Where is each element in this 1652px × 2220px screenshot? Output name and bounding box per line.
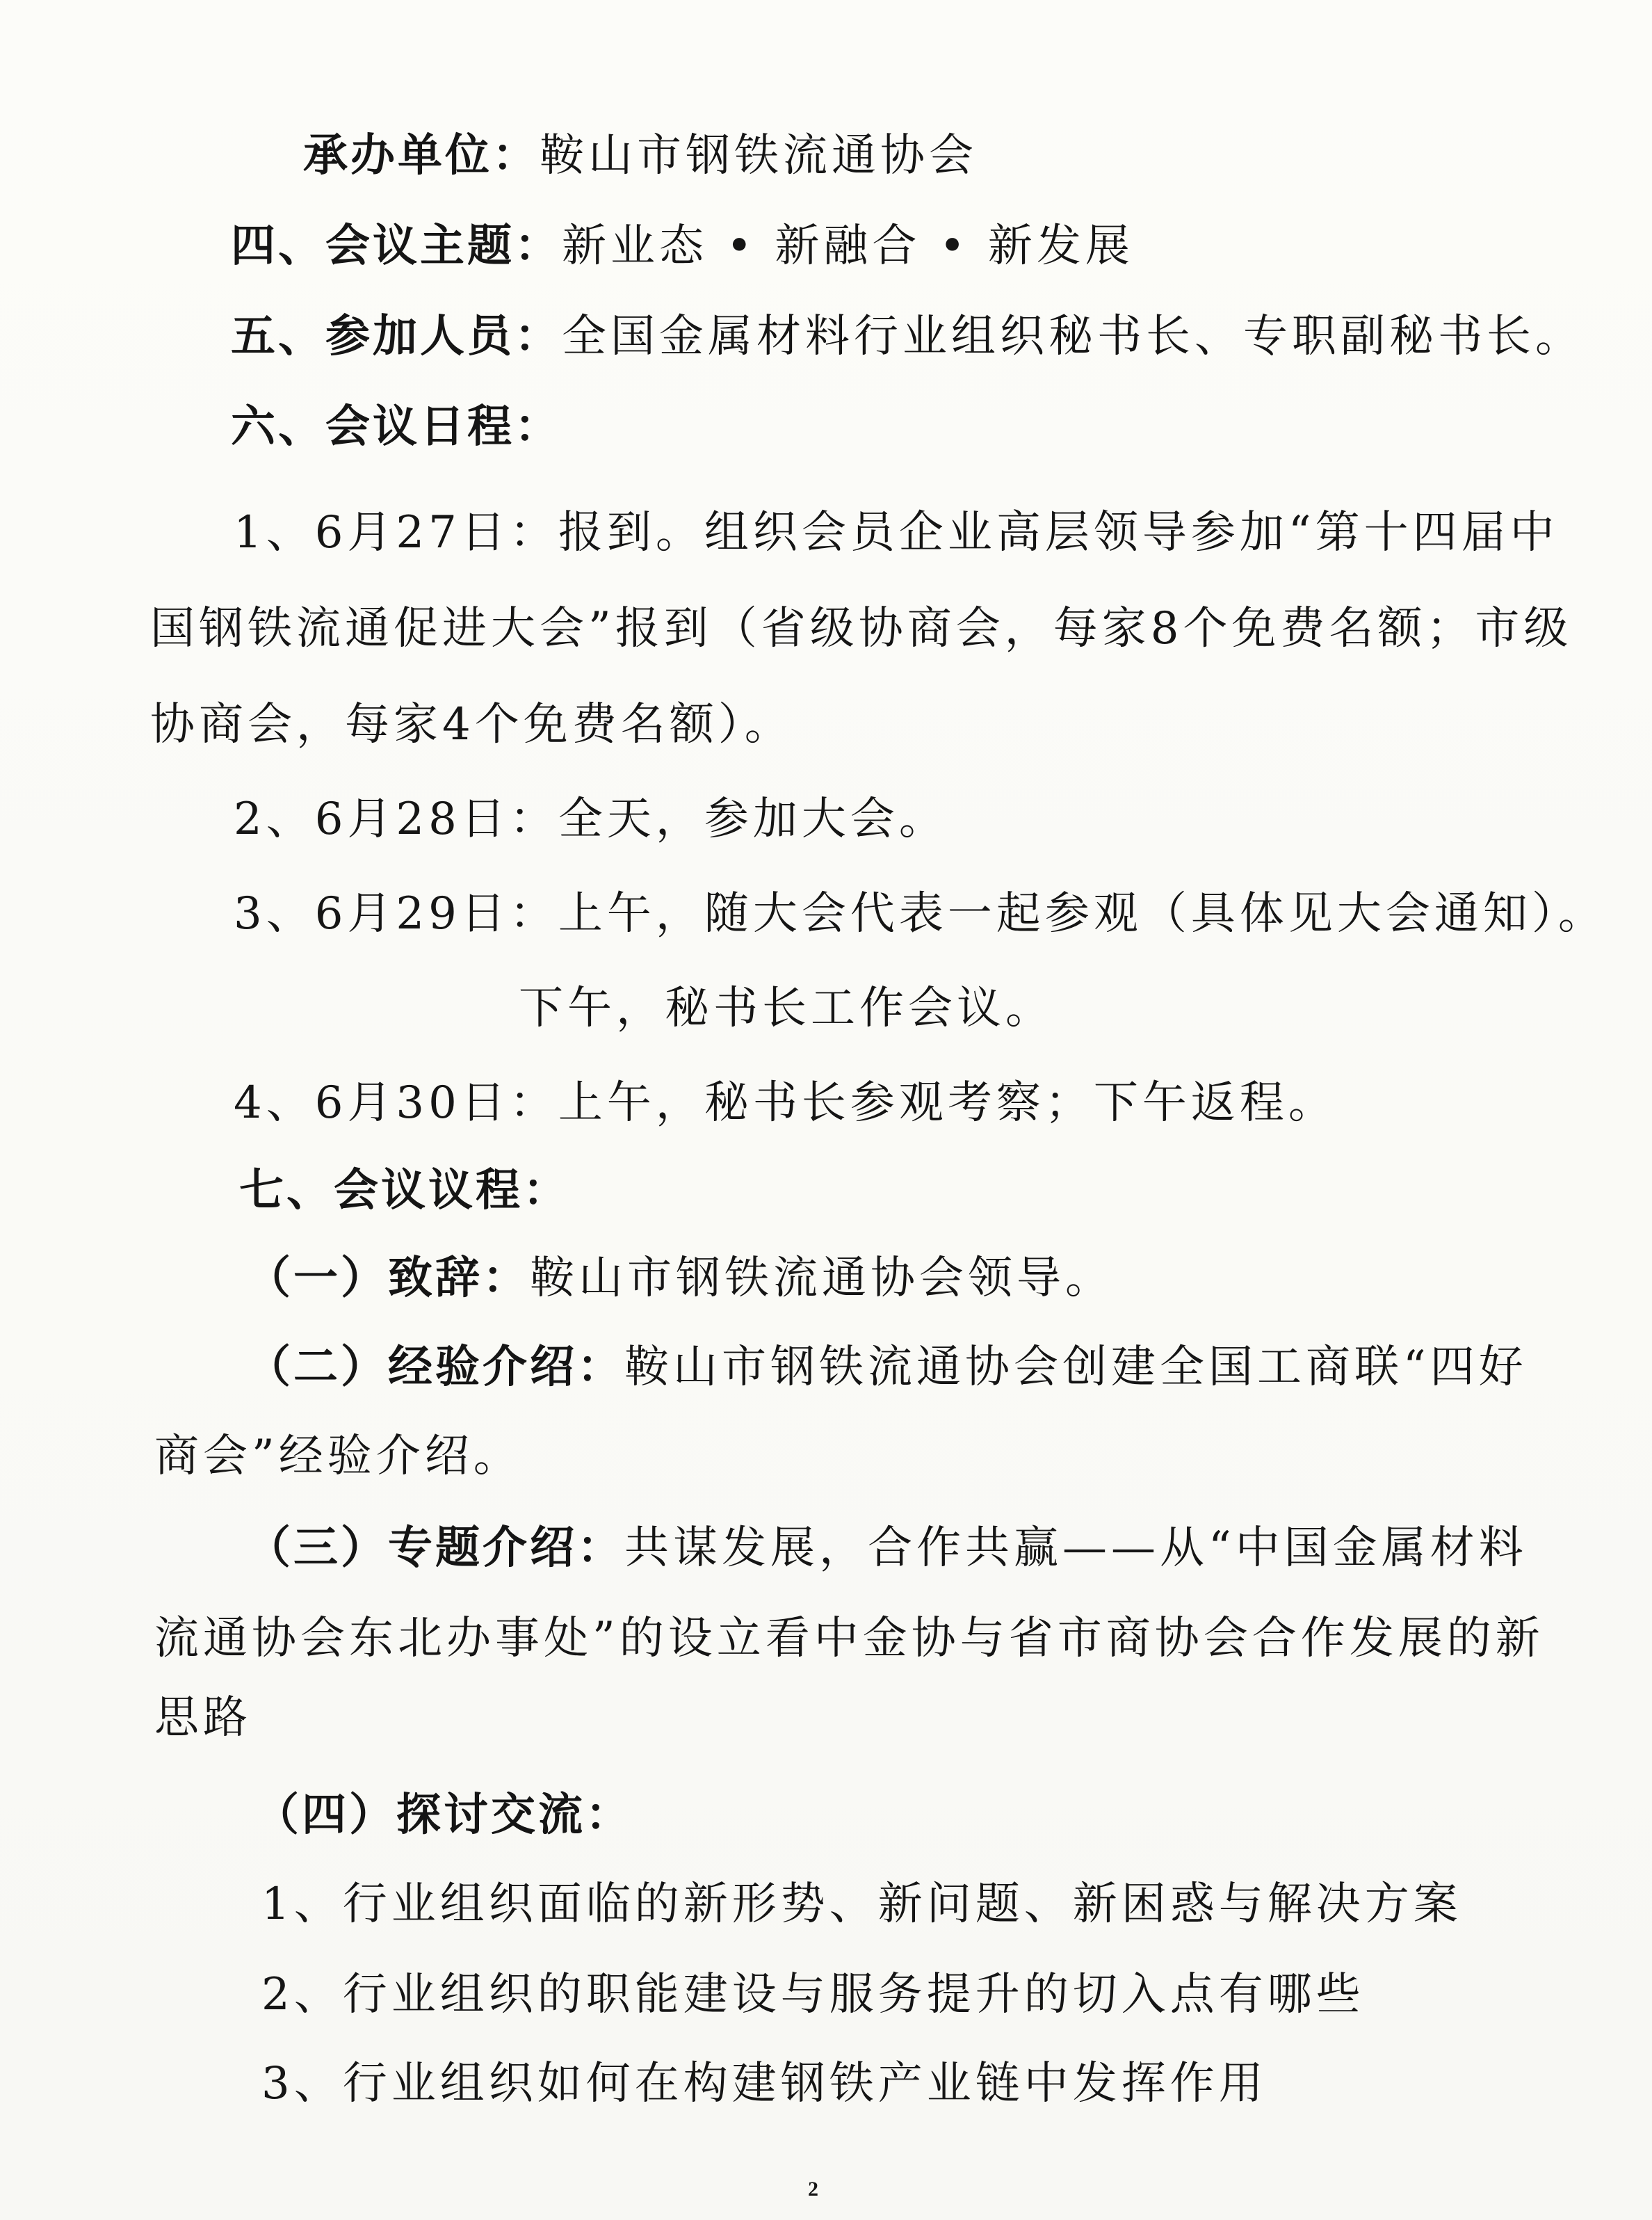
schedule-item-1-cont2: 协商会，每家4个免费名额）。	[150, 699, 793, 750]
organizer-label: 承办单位：	[303, 130, 540, 182]
agenda-item-2-text: 鞍山市钢铁流通协会创建全国工商联“四好	[624, 1342, 1528, 1393]
agenda-item-2-cont: 商会”经验介绍。	[154, 1431, 522, 1482]
theme-line	[231, 213, 1134, 280]
attendees-label: 五、参加人员：	[231, 311, 562, 362]
agenda-item-2-label: （二）经验介绍：	[246, 1342, 624, 1393]
agenda-item-3-text: 共谋发展，合作共赢——从“中国金属材料	[624, 1522, 1528, 1574]
discussion-topic-2: 2、行业组织的职能建设与服务提升的切入点有哪些	[261, 1969, 1365, 2020]
schedule-item-1-cont: 国钢铁流通促进大会”报到（省级协商会，每家8个免费名额；市级	[150, 603, 1573, 654]
schedule-item-3: 3、6月29日：上午，随大会代表一起参观（具体见大会通知）。	[234, 888, 1607, 940]
schedule-item-3-afternoon: 下午，秘书长工作会议。	[519, 983, 1054, 1034]
agenda-item-1	[246, 1245, 1114, 1312]
agenda-item-3	[246, 1515, 1528, 1582]
agenda-label: 七、会议议程：	[239, 1165, 570, 1216]
theme-text: 新业态 • 新融合 • 新发展	[562, 220, 1134, 272]
schedule-item-4: 4、6月30日：上午，秘书长参观考察；下午返程。	[234, 1077, 1337, 1129]
schedule-item-1: 1、6月27日：报到。组织会员企业高层领导参加“第十四届中	[234, 507, 1559, 558]
schedule-item-2: 2、6月28日：全天，参加大会。	[234, 794, 948, 845]
agenda-item-1-text: 鞍山市钢铁流通协会领导。	[530, 1253, 1114, 1304]
page-number: 2	[808, 2178, 818, 2201]
agenda-item-2	[246, 1334, 1528, 1401]
discussion-topic-1: 1、行业组织面临的新形势、新问题、新困惑与解决方案	[261, 1879, 1462, 1930]
agenda-item-3-label: （三）专题介绍：	[246, 1522, 624, 1574]
agenda-item-4	[254, 1782, 633, 1849]
attendees-text: 全国金属材料行业组织秘书长、专职副秘书长。	[562, 311, 1584, 362]
theme-label: 四、会议主题：	[231, 220, 562, 272]
agenda-heading	[239, 1157, 570, 1224]
agenda-item-3-cont2: 思路	[154, 1692, 252, 1744]
organizer-line	[303, 122, 978, 189]
attendees-line	[231, 303, 1584, 370]
agenda-item-3-cont: 流通协会东北办事处”的设立看中金协与省市商协会合作发展的新	[154, 1613, 1544, 1664]
discussion-topic-3: 3、行业组织如何在构建钢铁产业链中发挥作用	[261, 2058, 1268, 2109]
agenda-item-1-label: （一）致辞：	[246, 1253, 530, 1304]
agenda-item-4-label: （四）探讨交流：	[254, 1789, 633, 1841]
organizer-text: 鞍山市钢铁流通协会	[540, 130, 978, 182]
schedule-label: 六、会议日程：	[231, 401, 562, 453]
schedule-heading	[231, 394, 562, 460]
